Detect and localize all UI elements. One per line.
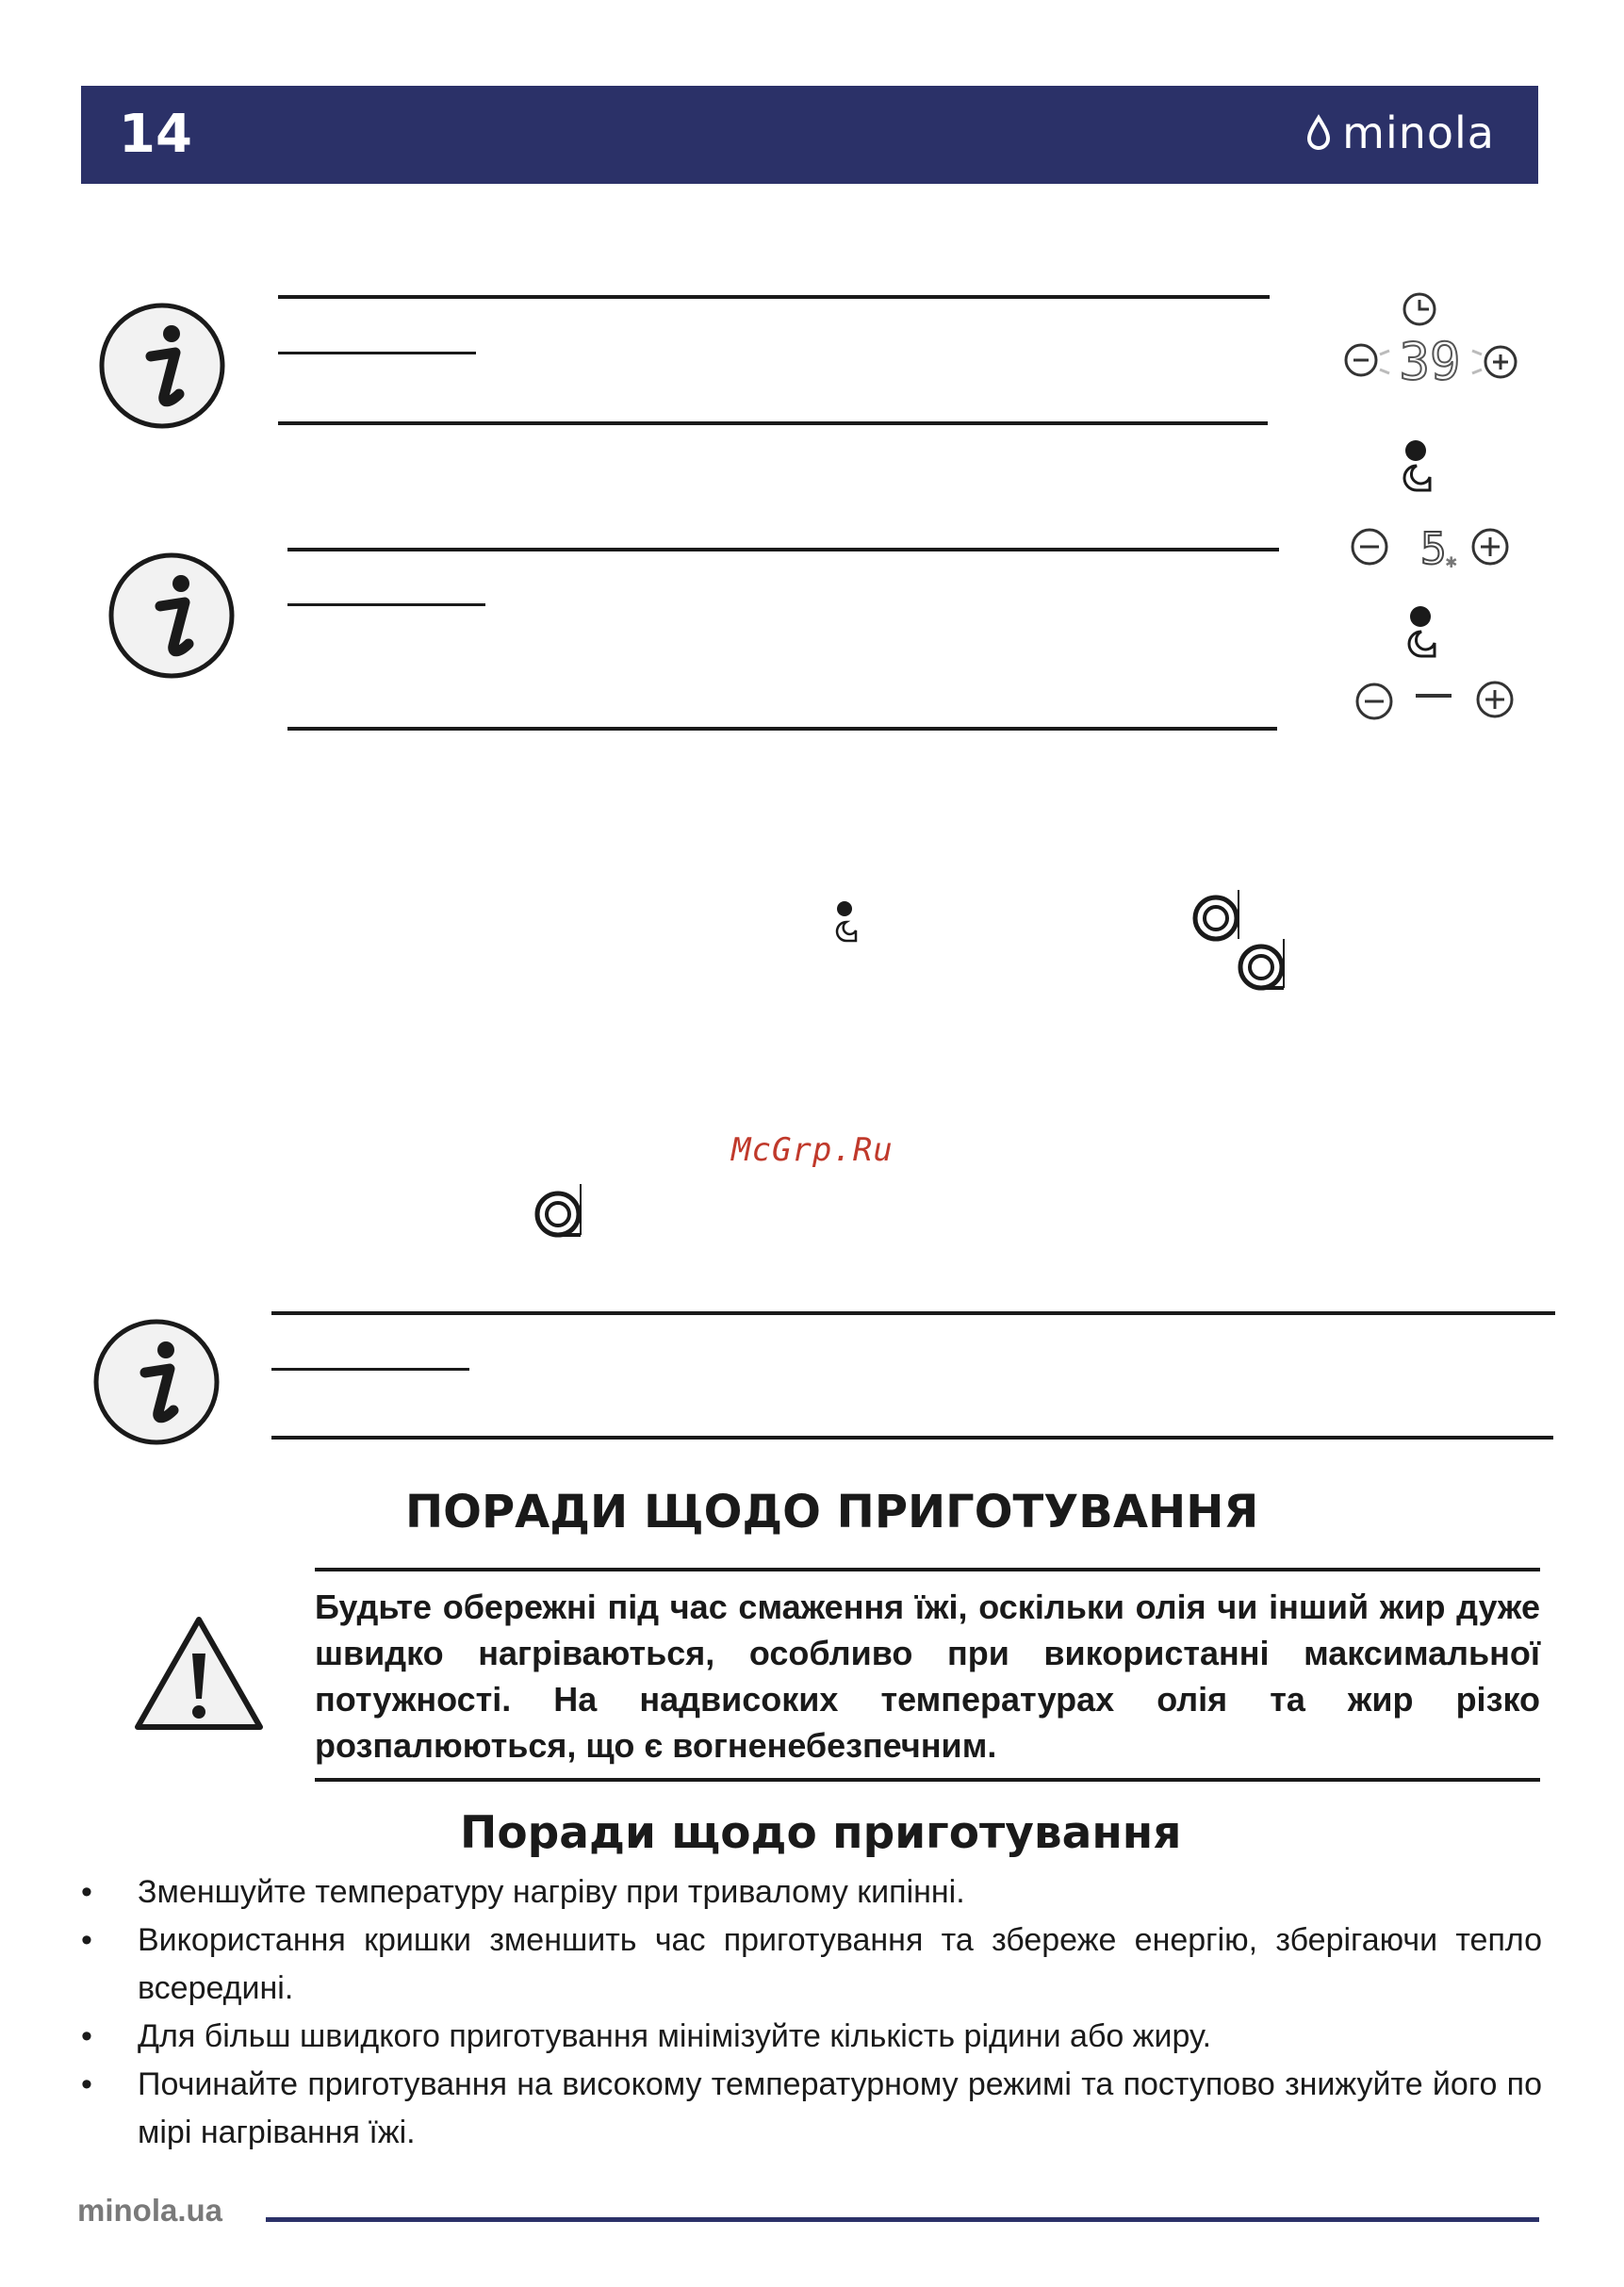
list-item: [81, 1917, 1542, 2013]
bullet: •: [81, 2066, 92, 2102]
cooking-zone-icon: [1404, 601, 1452, 658]
section-subtitle: Поради щодо приготування: [460, 1807, 1182, 1859]
divider-line-short: [278, 352, 476, 354]
warning-text: Будьте обережні під час смаження їжі, оскільки олія чи інший жир дуже швидко нагріваються, особливо при використанні максимальної потужності. На надвисоких температурах олія та жир різко розпалюються, що є вогненебезпечним.: [315, 1588, 1540, 1765]
footer-line: [266, 2217, 1539, 2222]
list-item: [81, 2061, 1542, 2157]
tips-list: [81, 1868, 1542, 2157]
bullet: •: [81, 1922, 92, 1958]
divider-line: [287, 727, 1277, 731]
warning-triangle-icon: [130, 1612, 268, 1736]
info-icon: [90, 1316, 222, 1448]
brand-logo: [1304, 107, 1495, 159]
sparkle-icon: ✱: [1445, 553, 1458, 571]
divider-line: [278, 421, 1268, 425]
zone-ring-icon: [530, 1180, 592, 1242]
divider-line: [315, 1568, 1540, 1571]
timer-digits: 39: [1399, 332, 1461, 391]
list-item-text: Зменшуйте температуру нагріву при тривалому кипінні.: [138, 1874, 965, 1910]
info-icon: [106, 550, 238, 682]
power-level-digit: 5: [1420, 523, 1447, 574]
page-header-bar: [81, 86, 1538, 184]
footer-website: minola.ua: [77, 2193, 223, 2228]
cooking-zone-icon: [1400, 436, 1447, 492]
divider-line-short: [287, 603, 485, 606]
divider-line: [271, 1311, 1555, 1315]
page-number: 14: [119, 104, 192, 165]
cooking-zone-small-icon: [833, 897, 865, 943]
timer-display-icon: [1338, 288, 1527, 402]
drop-icon: [1304, 114, 1333, 152]
bullet: •: [81, 2018, 92, 2054]
dual-zone-icon: [1186, 888, 1299, 1001]
bullet: •: [81, 1874, 92, 1910]
power-off-display-icon: [1348, 667, 1527, 733]
power-level-display-icon: [1343, 515, 1522, 581]
divider-line: [278, 295, 1270, 299]
brand-name: minola: [1342, 107, 1495, 158]
divider-line: [271, 1436, 1553, 1440]
list-item-text: Починайте приготування на високому температурному режимі та поступово знижуйте його по мірі нагрівання їжі.: [138, 2066, 1542, 2150]
list-item: [81, 2013, 1542, 2061]
divider-line: [287, 548, 1279, 551]
list-item-text: Використання кришки зменшить час приготування та збереже енергію, зберігаючи тепло всередині.: [138, 1922, 1542, 2006]
list-item: [81, 1868, 1542, 1917]
watermark: McGrp.Ru: [731, 1131, 894, 1169]
divider-line: [315, 1778, 1540, 1782]
divider-line-short: [271, 1368, 469, 1371]
list-item-text: Для більш швидкого приготування мінімізуйте кількість рідини або жиру.: [138, 2018, 1212, 2054]
section-title: ПОРАДИ ЩОДО ПРИГОТУВАННЯ: [405, 1486, 1259, 1538]
info-icon: [96, 300, 228, 432]
